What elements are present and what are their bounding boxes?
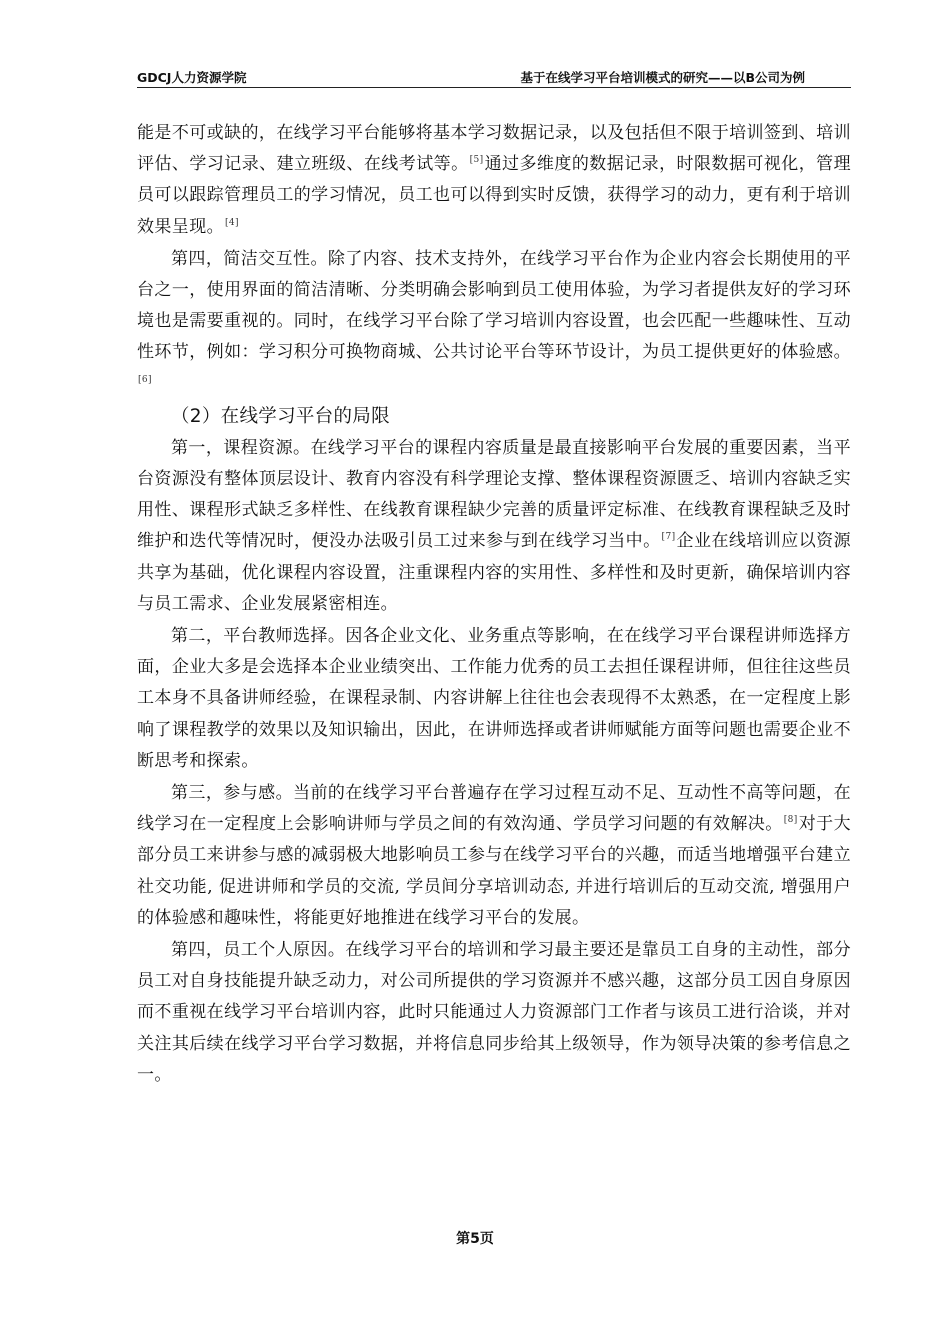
running-header: [137, 68, 851, 88]
header-institution: GDCJ人力资源学院: [137, 70, 247, 85]
citation-ref: [5]: [469, 155, 484, 166]
paragraph-participation: [137, 778, 851, 934]
text-span: 对于大部分员工来讲参与感的减弱极大地影响员工参与在线学习平台的兴趣，而适当地增强平台建立社交功能, 促进讲师和学员的交流, 学员间分享培训动态, 并进行培训后的互动交流, 增强用户的体验感和趣味性，将能更好地推进在线学习平台的发展。: [137, 814, 851, 928]
text-span: 第一，课程资源。在线学习平台的课程内容质量是最直接影响平台发展的重要因素，当平台资源没有整体顶层设计、教育内容没有科学理论支撑、整体课程资源匮乏、培训内容缺乏实用性、课程形式缺乏多样性、在线教育课程缺少完善的质量评定标准、在线教育课程缺乏及时维护和迭代等情况时，便没办法吸引员工过来参与到在线学习当中。: [137, 437, 851, 552]
text-span: 能是不可或缺的，在线学习平台能够将基本学习数据记录，以及包括但不限于培训签到、培训评估、学习记录、建立班级、在线考试等。: [137, 123, 851, 175]
section-heading: （2）在线学习平台的局限: [171, 405, 390, 427]
text-span: 第四，简洁交互性。除了内容、技术支持外，在线学习平台作为企业内容会长期使用的平台之一，使用界面的简洁清晰、分类明确会影响到员工使用体验，为学习者提供友好的学习环境也是需要重视的。同时，在线学习平台除了学习培训内容设置，也会匹配一些趣味性、互动性环节，例如：学习积分可换物商城、公共讨论平台等环节设计，为员工提供更好的体验感。: [137, 248, 851, 363]
citation-ref: [7]: [661, 532, 676, 543]
citation-ref: [6]: [138, 374, 152, 385]
paragraph-personal-reasons: 第四，员工个人原因。在线学习平台的培训和学习最主要还是靠员工自身的主动性，部分员工对自身技能提升缺乏动力，对公司所提供的学习资源并不感兴趣，这部分员工因自身原因而不重视在线学习平台培训内容，此时只能通过人力资源部门工作者与该员工进行洽谈，并对关注其后续在线学习平台学习数据，并将信息同步给其上级领导，作为领导决策的参考信息之一。: [137, 940, 851, 1085]
header-paper-title: 基于在线学习平台培训模式的研究——以B公司为例: [520, 70, 805, 85]
paragraph-course-resources: [137, 433, 851, 620]
citation-ref: [8]: [783, 815, 798, 826]
paragraph-data-records: [137, 118, 851, 243]
text-span: 通过多维度的数据记录，时限数据可视化，管理员可以跟踪管理员工的学习情况，员工也可以得到实时反馈，获得学习的动力，更有利于培训效果呈现。: [137, 154, 851, 237]
header-divider: [137, 87, 851, 88]
paragraph-interaction: [137, 244, 851, 400]
text-span: 第三，参与感。当前的在线学习平台普遍存在学习过程互动不足、互动性不高等问题，在线学习在一定程度上会影响讲师与学员之间的有效沟通、学员学习问题的有效解决。: [137, 783, 851, 835]
citation-ref: [4]: [225, 217, 239, 228]
body-text: [137, 118, 851, 1091]
page-number: 第5页: [456, 1231, 494, 1247]
paragraph-teacher-selection: 第二，平台教师选择。因各企业文化、业务重点等影响，在在线学习平台课程讲师选择方面，企业大多是会选择本企业业绩突出、工作能力优秀的员工去担任课程讲师，但往往这些员工本身不具备讲师经验，在课程录制、内容讲解上往往也会表现得不太熟悉，在一定程度上影响了课程教学的效果以及知识输出，因此，在讲师选择或者讲师赋能方面等问题也需要企业不断思考和探索。: [137, 626, 851, 771]
text-span: 企业在线培训应以资源共享为基础，优化课程内容设置，注重课程内容的实用性、多样性和及时更新，确保培训内容与员工需求、企业发展紧密相连。: [137, 531, 852, 614]
